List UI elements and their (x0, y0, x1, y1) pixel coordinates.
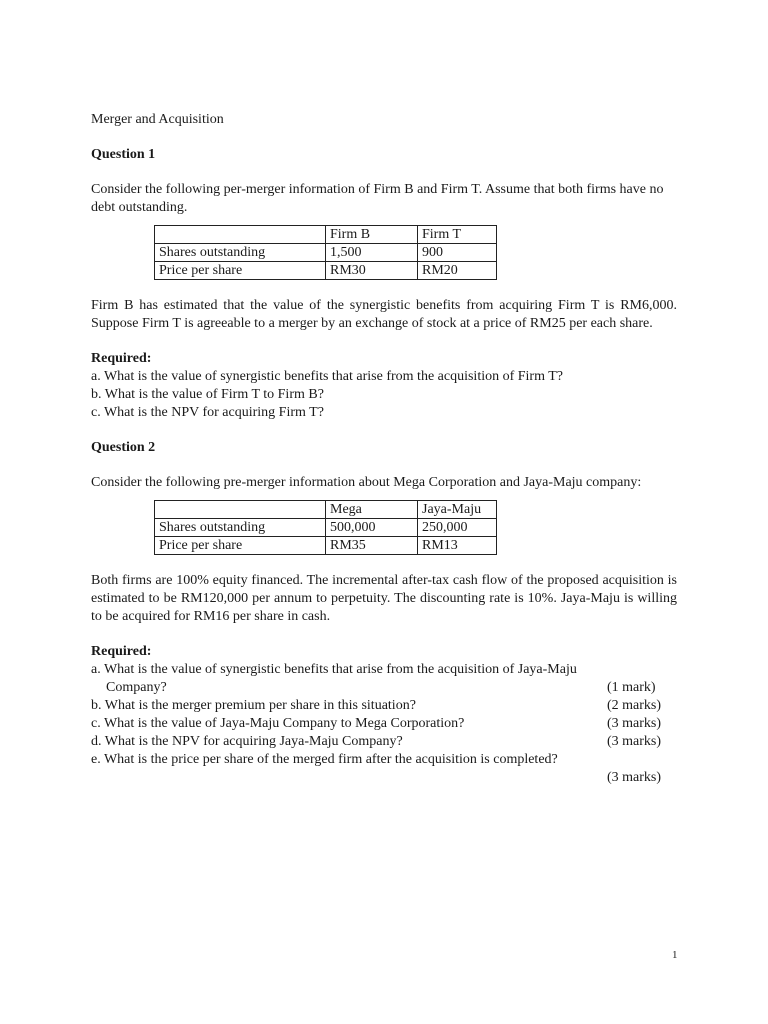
table-cell: RM30 (326, 262, 418, 280)
table-cell: 900 (418, 244, 497, 262)
marks-label: (3 marks) (607, 770, 662, 785)
table-cell: RM20 (418, 262, 497, 280)
table-row (155, 519, 497, 537)
table-cell: 250,000 (418, 519, 497, 537)
question-2-item-a: a. What is the value of synergistic benefits that arise from the acquisition of Jaya-Maju (91, 662, 577, 677)
marks-label: (1 mark) (607, 680, 656, 695)
document-title: Merger and Acquisition (91, 112, 224, 127)
marks-label: (3 marks) (607, 716, 662, 731)
question-1-required: Required: (91, 351, 152, 366)
table-row (155, 244, 497, 262)
table-cell: Mega (326, 501, 418, 519)
table-cell (155, 226, 326, 244)
question-2-item-d (91, 733, 677, 751)
question-2-item-b (91, 697, 677, 715)
question-2-item-e-marks-row (91, 769, 677, 787)
table-header-row (155, 501, 497, 519)
table-cell: Firm B (326, 226, 418, 244)
table-cell: Jaya-Maju (418, 501, 497, 519)
marks-label: (2 marks) (607, 698, 662, 713)
question-1-paragraph: Firm B has estimated that the value of the synergistic benefits from acquiring Firm T is RM6,000. Suppose Firm T is agreeable to a merger by an exchange of stock at a price of RM25 per each share. (91, 298, 677, 331)
table-cell: Shares outstanding (155, 244, 326, 262)
question-1-table (154, 225, 497, 280)
question-2-heading: Question 2 (91, 440, 156, 455)
table-cell: 1,500 (326, 244, 418, 262)
question-1-item-c: c. What is the NPV for acquiring Firm T? (91, 405, 324, 420)
table-cell: Price per share (155, 537, 326, 555)
question-2-item-d-text: d. What is the NPV for acquiring Jaya-Maju Company? (91, 734, 403, 749)
question-2-required: Required: (91, 644, 152, 659)
table-row (155, 537, 497, 555)
question-2-item-b-text: b. What is the merger premium per share in this situation? (91, 698, 416, 713)
table-cell: 500,000 (326, 519, 418, 537)
question-2-table (154, 500, 497, 555)
question-2-item-a-line2: Company? (106, 680, 167, 695)
question-2-paragraph: Both firms are 100% equity financed. The incremental after-tax cash flow of the proposed acquisition is estimated to be RM120,000 per annum to perpetuity. The discounting rate is 10%. Jaya-Maju is willing to be acquired for RM16 per share in cash. (91, 573, 677, 624)
question-2-intro: Consider the following pre-merger information about Mega Corporation and Jaya-Maju company: (91, 475, 642, 490)
table-cell: Price per share (155, 262, 326, 280)
question-1-item-b: b. What is the value of Firm T to Firm B? (91, 387, 324, 402)
question-2-item-c-text: c. What is the value of Jaya-Maju Company to Mega Corporation? (91, 716, 465, 731)
document-page (91, 111, 677, 787)
table-cell: RM35 (326, 537, 418, 555)
table-cell: Shares outstanding (155, 519, 326, 537)
question-2-item-e: e. What is the price per share of the merged firm after the acquisition is completed? (91, 752, 558, 767)
page-number: 1 (672, 949, 678, 961)
question-1-intro: Consider the following per-merger information of Firm B and Firm T. Assume that both firms have no debt outstanding. (91, 182, 664, 215)
question-1-item-a: a. What is the value of synergistic benefits that arise from the acquisition of Firm T? (91, 369, 563, 384)
marks-label: (3 marks) (607, 734, 662, 749)
table-header-row (155, 226, 497, 244)
question-2-item-a-cont (91, 679, 677, 697)
table-cell: Firm T (418, 226, 497, 244)
table-cell (155, 501, 326, 519)
table-cell: RM13 (418, 537, 497, 555)
table-row (155, 262, 497, 280)
question-2-item-c (91, 715, 677, 733)
question-1-heading: Question 1 (91, 147, 156, 162)
